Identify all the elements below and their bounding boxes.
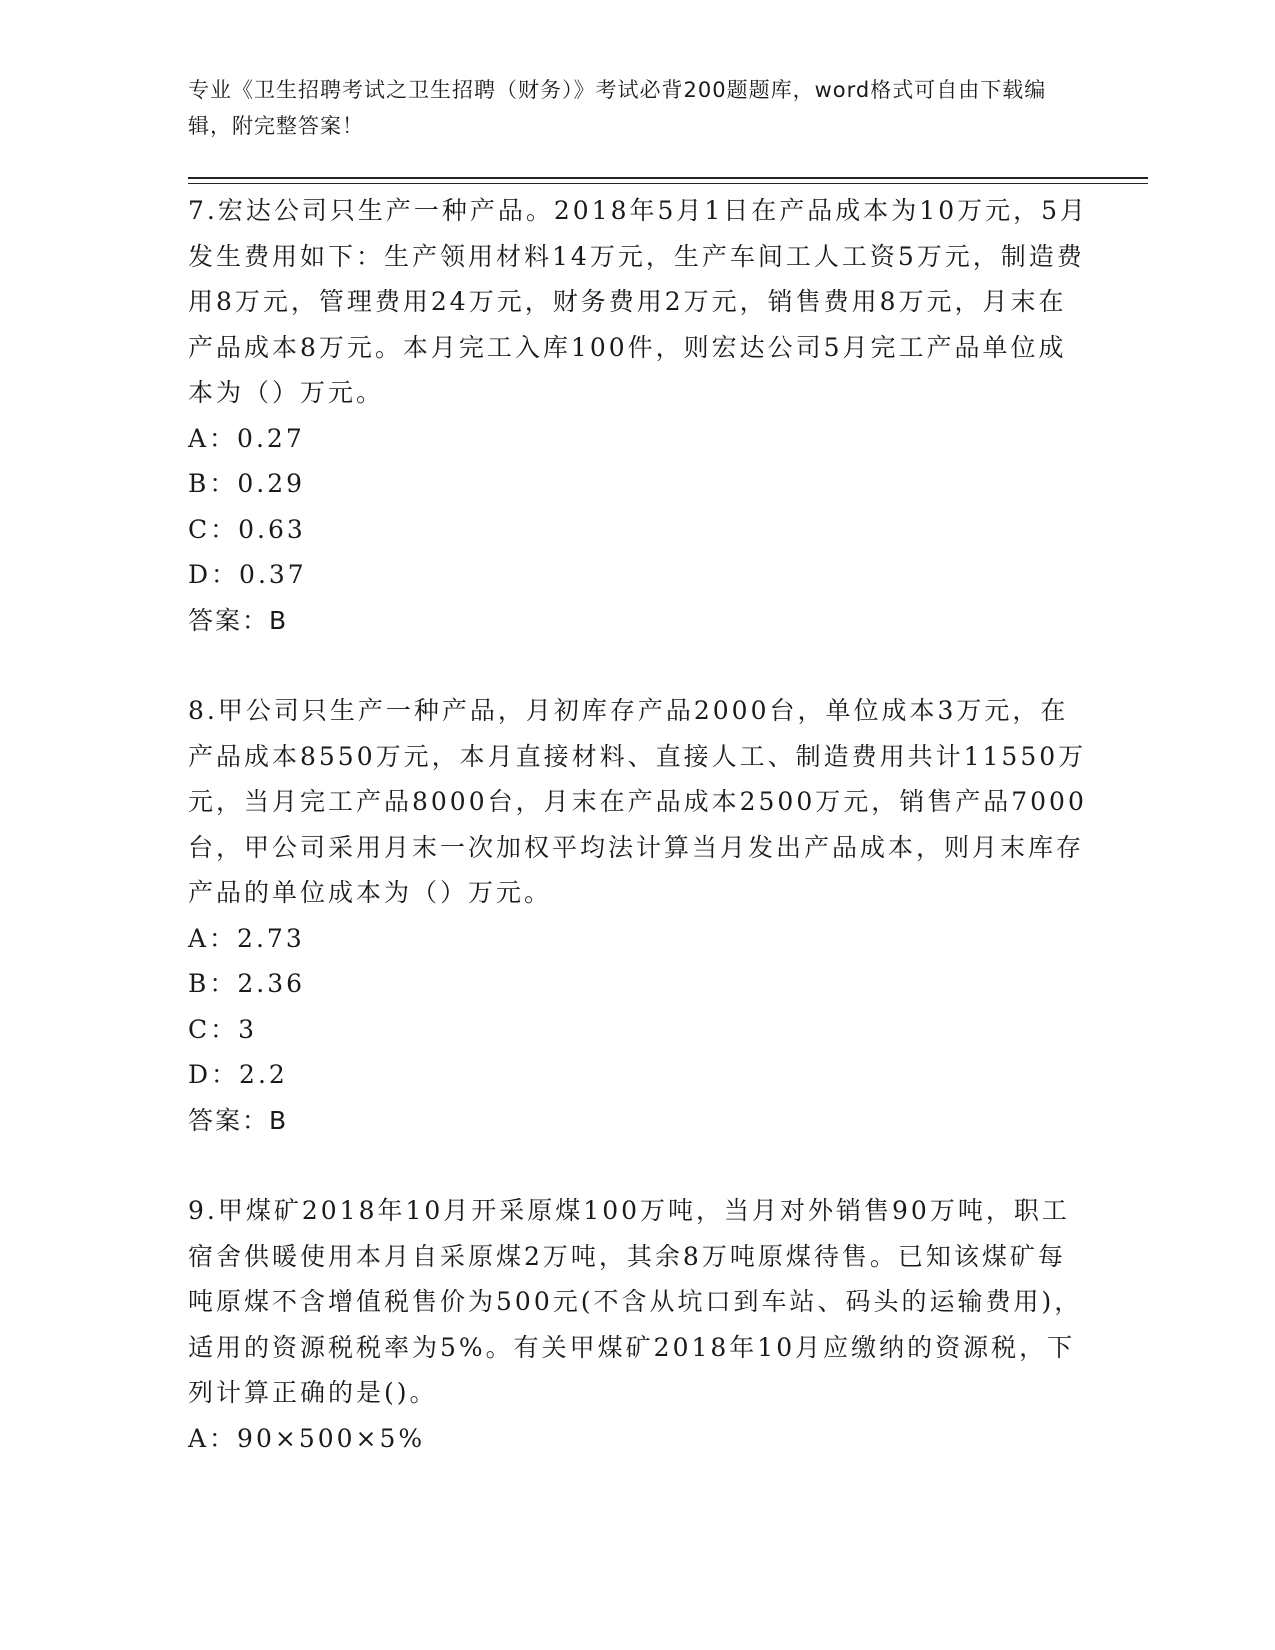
document-header: 专业《卫生招聘考试之卫生招聘（财务）》考试必背200题题库，word格式可自由下载编辑，附完整答案！ [188,78,1047,138]
option-b: B：2.36 [188,969,306,998]
option-d: D：2.2 [188,1060,288,1089]
option-a: A：90×500×5% [188,1423,426,1453]
option-b: B：0.29 [188,469,306,498]
question-list [188,188,1088,1461]
question-item [188,688,1088,1143]
question-item [188,188,1088,643]
question-text: 9.甲煤矿2018年10月开采原煤100万吨，当月对外销售90万吨，职工宿舍供暖使用本月自采原煤2万吨，其余8万吨原煤待售。已知该煤矿每吨原煤不含增值税售价为500元(不含从坑口到车站、码头的运输费用)，适用的资源税税率为5%。有关甲煤矿2018年10月应缴纳的资源税，下列计算正确的是()。 [188,1196,1083,1407]
option-c: C：0.63 [188,514,306,544]
question-text: 8.甲公司只生产一种产品，月初库存产品2000台，单位成本3万元，在产品成本8550万元，本月直接材料、直接人工、制造费用共计11550万元，当月完工产品8000台，月末在产品成本2500万元，销售产品7000台，甲公司采用月末一次加权平均法计算当月发出产品成本，则月末库存产品的单位成本为（）万元。 [188,696,1087,907]
header-divider-thin [188,183,1148,184]
answer-line: 答案：B [188,1105,289,1135]
question-item [188,1188,1088,1461]
answer-line: 答案：B [188,605,289,635]
header-divider-thick [188,177,1148,179]
option-a: A：0.27 [188,423,305,453]
option-d: D：0.37 [188,560,307,589]
question-text: 7.宏达公司只生产一种产品。2018年5月1日在产品成本为10万元，5月发生费用如下：生产领用材料14万元，生产车间工人工资5万元，制造费用8万元，管理费用24万元，财务费用2万元，销售费用8万元，月末在产品成本8万元。本月完工入库100件，则宏达公司5月完工产品单位成本为（）万元。 [188,196,1089,407]
option-a: A：2.73 [188,923,305,953]
option-c: C：3 [188,1014,258,1044]
